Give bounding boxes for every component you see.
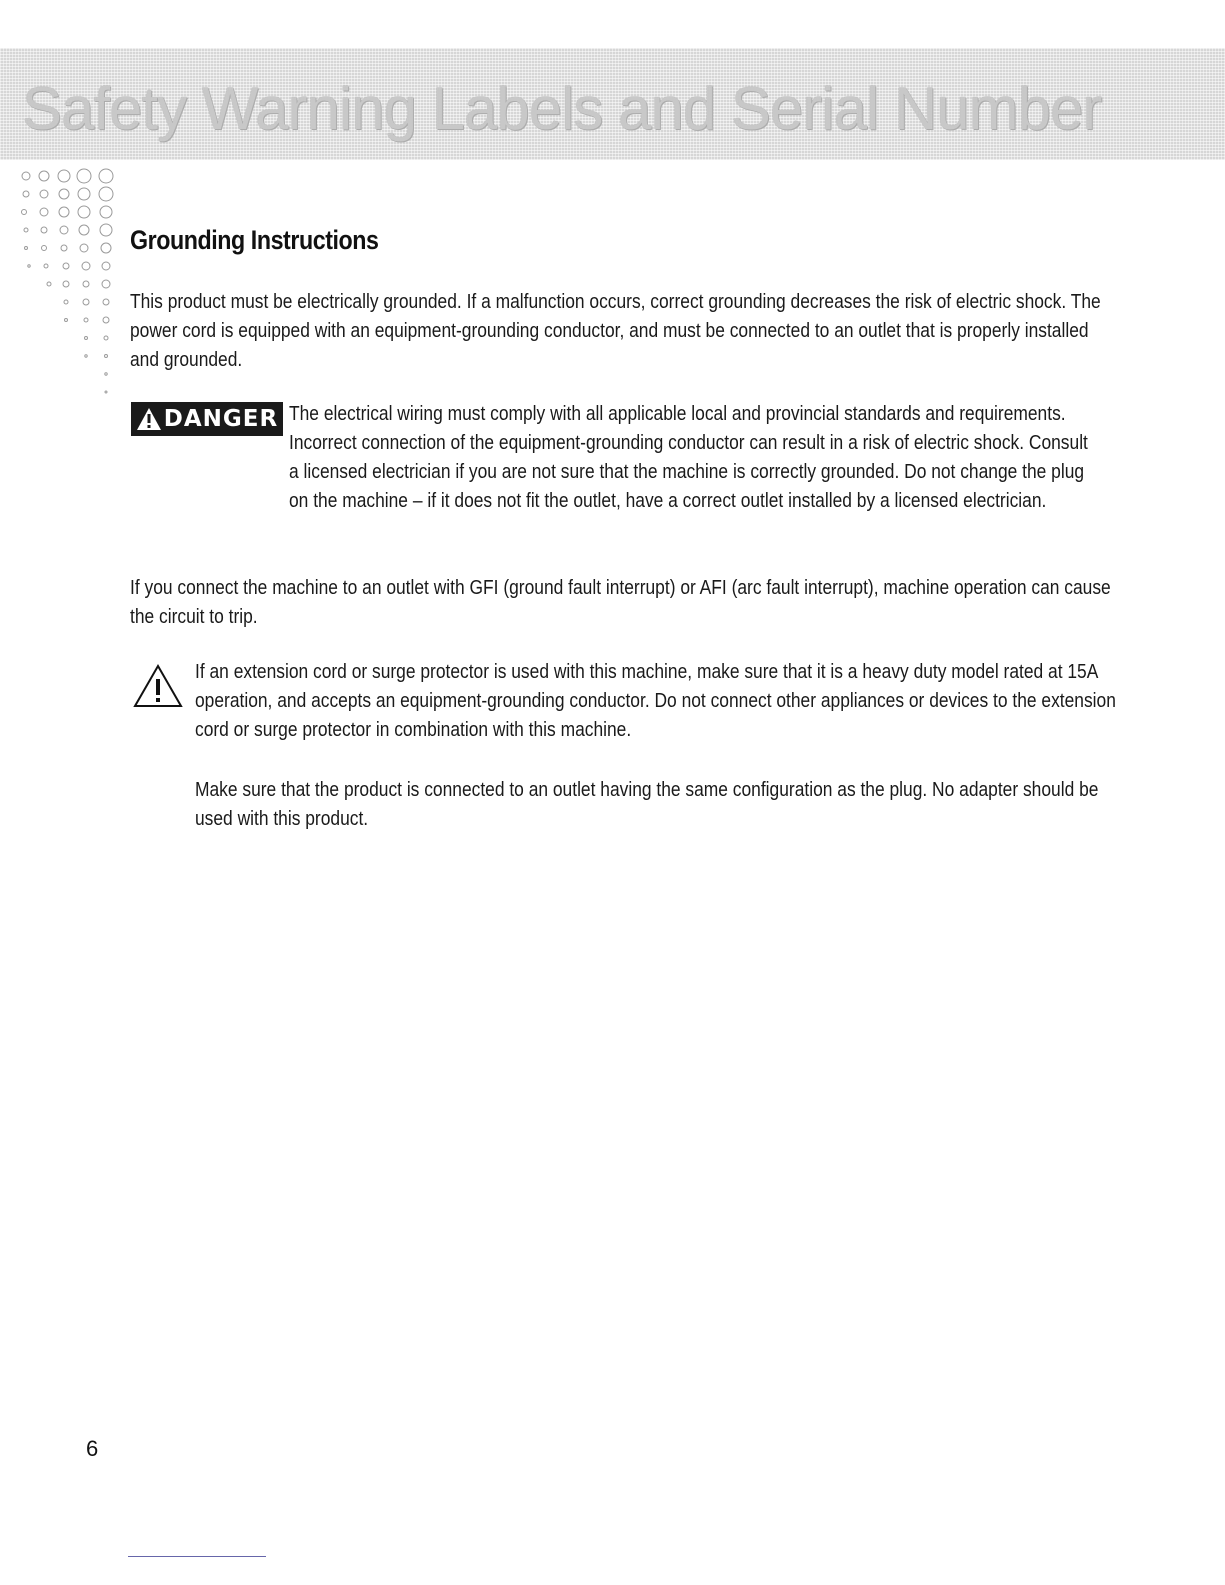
extension-cord-caution: If an extension cord or surge protector is used with this machine, make sure that it is a heavy duty model rated at 15A operation, and accepts an equipment-grounding conductor. Do not connect other appliances or devices to the extension cord or surge protector in combination with this machine. (195, 661, 1116, 741)
plug-configuration-note: Make sure that the product is connected to an outlet having the same configuration as the plug. No adapter should be used with this product. (195, 779, 1099, 830)
warning-triangle-icon (136, 407, 162, 431)
gfi-afi-note: If you connect the machine to an outlet with GFI (ground fault interrupt) or AFI (arc fault interrupt), machine operation can cause the circuit to trip. (130, 577, 1111, 628)
page-number: 6 (86, 1436, 99, 1461)
caution-triangle-icon (132, 663, 184, 709)
section-heading: Grounding Instructions (130, 225, 379, 255)
danger-warning-text: The electrical wiring must comply with all applicable local and provincial standards and requirements. Incorrect connection of the equipment-grounding conductor can result in a risk of electric shock. Consult a licensed electrician if you are not sure that the machine is correctly grounded. Do not change the plug on the machine – if it does not fit the outlet, have a correct outlet installed by a licensed electrician. (289, 403, 1088, 512)
dot-pattern-decoration (14, 168, 124, 418)
page-header-title: Safety Warning Labels and Serial Number (22, 75, 1102, 142)
footer-rule (128, 1556, 266, 1557)
danger-label: DANGER (163, 406, 279, 432)
danger-badge (131, 402, 283, 436)
grounding-intro-paragraph: This product must be electrically grounded. If a malfunction occurs, correct grounding decreases the risk of electric shock. The power cord is equipped with an equipment-grounding conductor, and must be connected to an outlet that is properly installed and grounded. (130, 291, 1101, 371)
